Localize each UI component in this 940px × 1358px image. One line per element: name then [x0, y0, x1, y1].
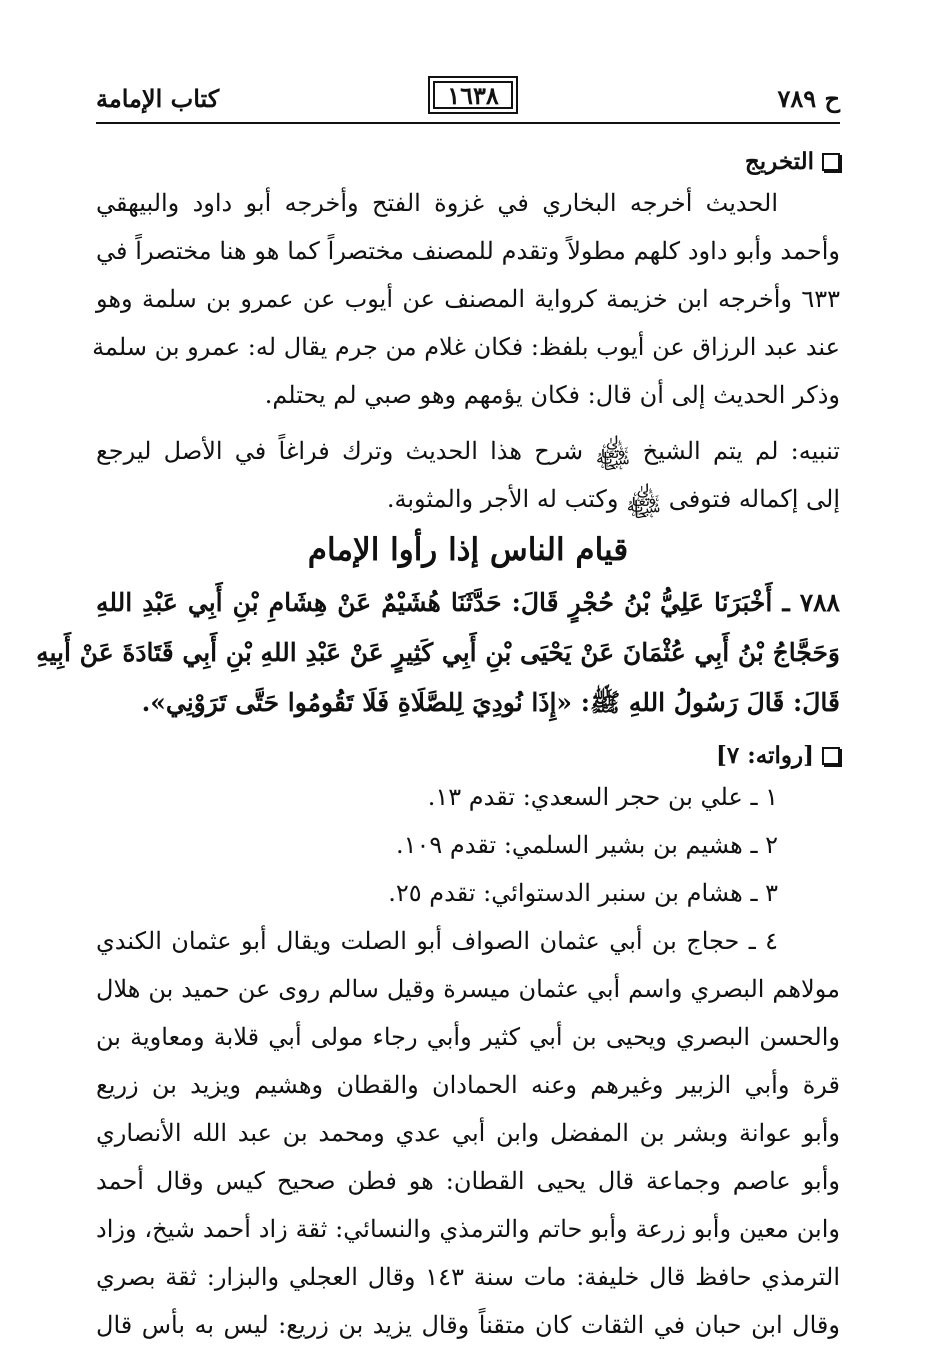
bio-line: وأبو عاصم وجماعة قال يحيى القطان: هو فطن صحيح كيس وقال أحمد — [96, 1167, 840, 1195]
bio-line: قرة وأبي الزبير وغيرهم وعنه الحمادان والقطان وهشيم ويزيد بن زريع — [96, 1071, 840, 1099]
tanbih-line: تنبيه: لم يتم الشيخ ﷾ شرح هذا الحديث وترك فراغاً في الأصل ليرجع — [96, 437, 840, 465]
checkbox-icon — [822, 747, 840, 765]
narrators-title: [رواته: ٧] — [716, 742, 814, 769]
page-number-frame — [428, 76, 518, 114]
tanbih-line: إلى إكماله فتوفى ﷾ وكتب له الأجر والمثوبة. — [386, 485, 840, 513]
bio-line: وأبو عوانة وبشر بن المفضل وابن أبي عدي ومحمد بن عبد الله الأنصاري — [96, 1119, 840, 1147]
takhrij-line: وذكر الحديث إلى أن قال: فكان يؤمهم وهو صبي لم يحتلم. — [264, 381, 840, 409]
takhrij-section — [92, 148, 840, 523]
bio-line: والحسن البصري ويحيى بن أبي كثير وأبي رجاء مولى أبي قلابة ومعاوية بن — [96, 1023, 840, 1051]
narrator-biography — [96, 917, 840, 1349]
takhrij-title: التخريج — [744, 148, 814, 175]
checkbox-icon — [822, 153, 840, 171]
chapter-heading — [96, 526, 840, 574]
page-number: ١٦٣٨ — [447, 80, 499, 110]
hadith-text — [36, 578, 840, 728]
hadith-line: قَالَ: قَالَ رَسُولُ اللهِ ﷺ: «إِذَا نُودِيَ لِلصَّلَاةِ فَلَا تَقُومُوا حَتَّى تَرَوْنِي». — [141, 688, 840, 717]
book-title-header: كتاب الإمامة — [96, 84, 220, 113]
chapter-title: قيام الناس إذا رأوا الإمام — [307, 532, 629, 568]
page-header — [96, 76, 840, 116]
narrator-item: ٣ ـ هشام بن سنبر الدستوائي: تقدم ٢٥. — [388, 879, 778, 907]
tanbih-note — [96, 427, 840, 523]
bio-line: ٤ ـ حجاج بن أبي عثمان الصواف أبو الصلت ويقال أبو عثمان الكندي — [96, 927, 778, 955]
bio-line: وقال ابن حبان في الثقات كان متقناً وقال يزيد بن زريع: ليس به بأس قال — [96, 1311, 840, 1339]
takhrij-line: عند عبد الرزاق عن أيوب بلفظ: فكان غلام من جرم يقال له: عمرو بن سلمة — [92, 333, 840, 361]
narrator-item: ٢ ـ هشيم بن بشير السلمي: تقدم ١٠٩. — [395, 831, 778, 859]
takhrij-line: الحديث أخرجه البخاري في غزوة الفتح وأخرجه أبو داود والبيهقي — [96, 189, 778, 217]
header-divider — [96, 122, 840, 124]
takhrij-line: ٦٣٣ وأخرجه ابن خزيمة كرواية المصنف عن أيوب عن عمرو بن سلمة وهو — [96, 285, 840, 313]
bio-line: الترمذي حافظ قال خليفة: مات سنة ١٤٣ وقال العجلي والبزار: ثقة بصري — [96, 1263, 841, 1291]
narrators-section — [96, 742, 840, 1349]
takhrij-heading — [96, 148, 840, 175]
hadith-line: ٧٨٨ ـ أَخْبَرَنَا عَلِيُّ بْنُ حُجْرٍ قَالَ: حَدَّثَنَا هُشَيْمٌ عَنْ هِشَامِ بْنِ أَبِي عَبْدِ اللهِ — [96, 588, 840, 617]
takhrij-line: وأحمد وأبو داود كلهم مطولاً وتقدم للمصنف مختصراً كما هو هنا مختصراً في — [96, 237, 840, 265]
narrators-heading — [96, 742, 840, 769]
hadith-number-header: ح ٧٨٩ — [777, 84, 840, 113]
narrator-item: ١ ـ علي بن حجر السعدي: تقدم ١٣. — [427, 783, 778, 811]
hadith-line: وَحَجَّاجُ بْنُ أَبِي عُثْمَانَ عَنْ يَحْيَى بْنِ أَبِي كَثِيرٍ عَنْ عَبْدِ اللهِ بْنِ أَبِي قَتَادَةَ عَنْ أَبِيهِ — [36, 638, 840, 667]
bio-line: مولاهم البصري واسم أبي عثمان ميسرة وقيل سالم روى عن حميد بن هلال — [96, 975, 840, 1003]
bio-line: وابن معين وأبو زرعة وأبو حاتم والترمذي والنسائي: ثقة زاد أحمد شيخ، وزاد — [96, 1215, 840, 1243]
